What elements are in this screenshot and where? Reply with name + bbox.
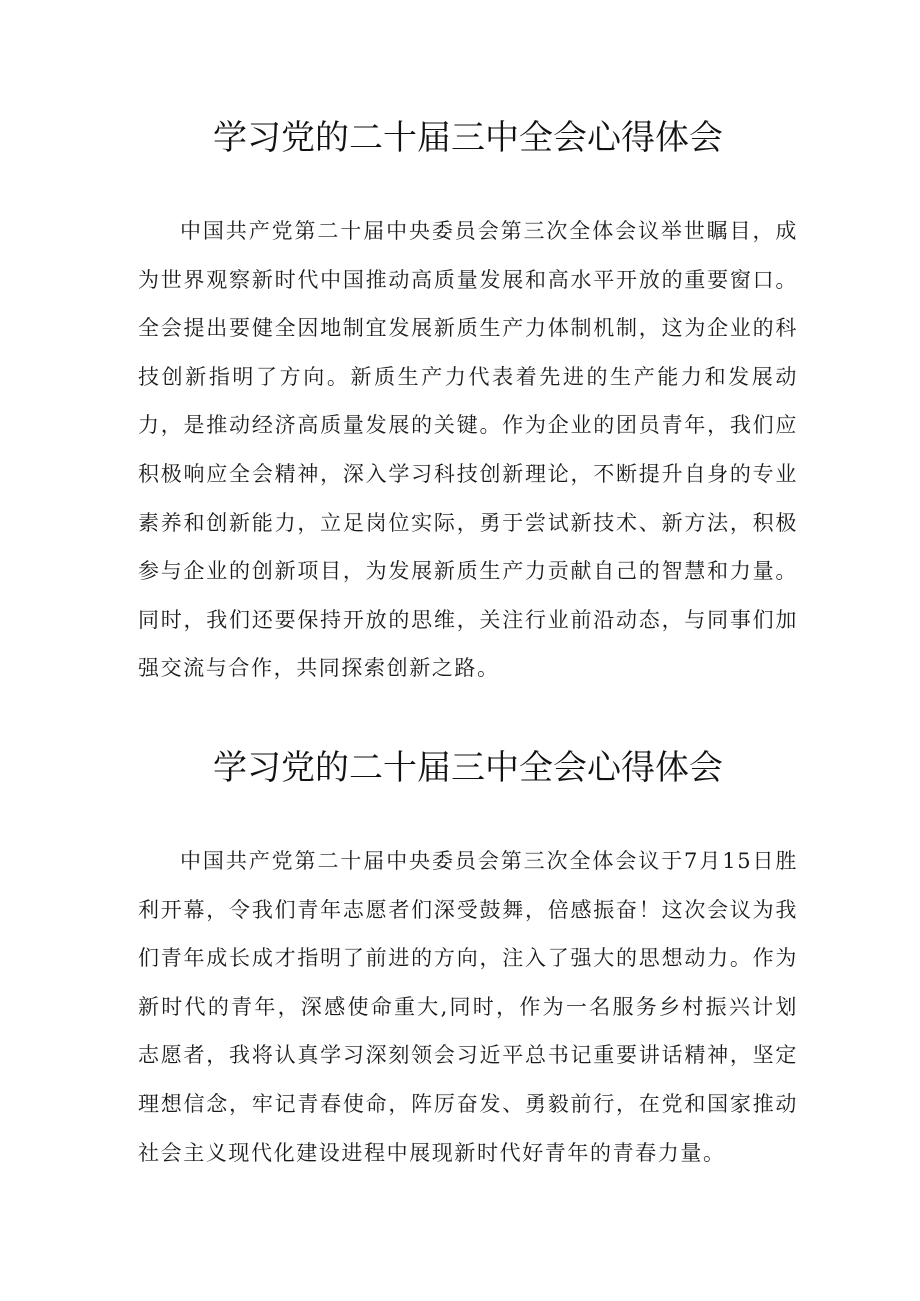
section-title: 学习党的二十届三中全会心得体会 [213,118,723,158]
article-section-1 [138,112,798,693]
section-title: 学习党的二十届三中全会心得体会 [213,748,723,788]
section-paragraph: 中国共产党第二十届中央委员会第三次全体会议举世瞩目，成为世界观察新时代中国推动高质量发展和高水平开放的重要窗口。全会提出要健全因地制宜发展新质生产力体制机制，这为企业的科技创新指明了方向。新质生产力代表着先进的生产能力和发展动力，是推动经济高质量发展的关键。作为企业的团员青年，我们应积极响应全会精神，深入学习科技创新理论，不断提升自身的专业素养和创新能力，立足岗位实际，勇于尝试新技术、新方法，积极参与企业的创新项目，为发展新质生产力贡献自己的智慧和力量。同时，我们还要保持开放的思维，关注行业前沿动态，与同事们加强交流与合作，共同探索创新之路。 [138,219,798,681]
section-paragraph: 中国共产党第二十届中央委员会第三次全体会议于7月15日胜利开幕，令我们青年志愿者们深受鼓舞，倍感振奋！这次会议为我们青年成长成才指明了前进的方向，注入了强大的思想动力。作为新时代的青年，深感使命重大,同时，作为一名服务乡村振兴计划志愿者，我将认真学习深刻领会习近平总书记重要讲话精神，坚定理想信念，牢记青春使命，阵厉奋发、勇毅前行，在党和国家推动社会主义现代化建设进程中展现新时代好青年的青春力量。 [138,849,798,1165]
article-section-2 [138,742,798,1177]
